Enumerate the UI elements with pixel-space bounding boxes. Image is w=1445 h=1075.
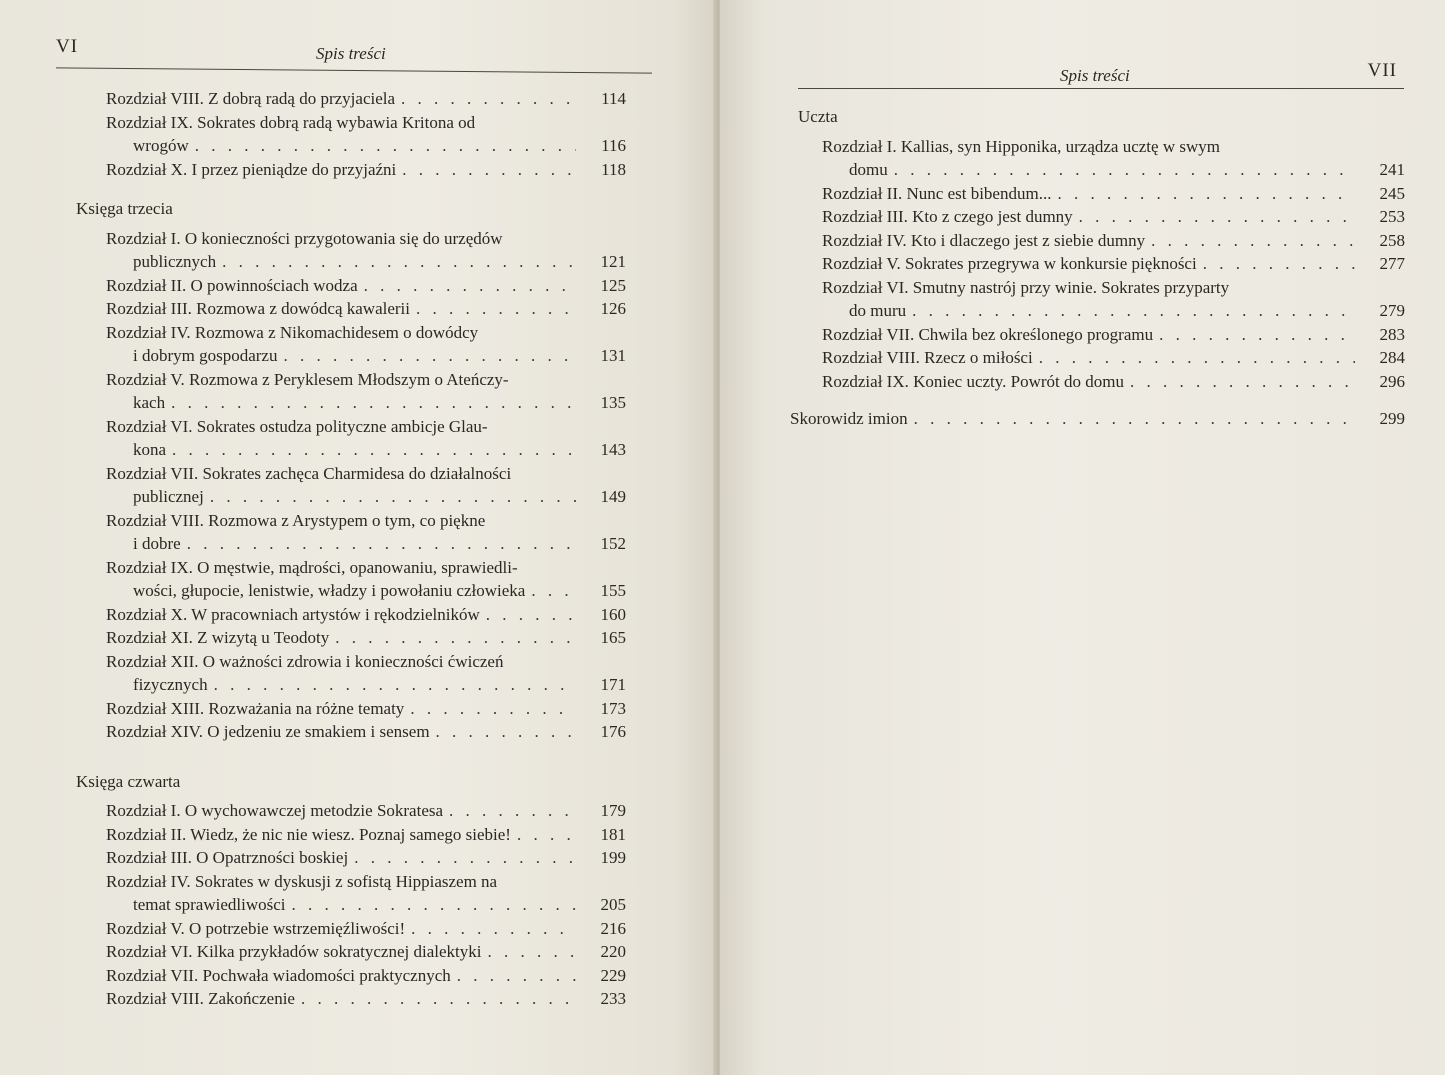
- leader-dots: [487, 940, 576, 964]
- entry-title: [106, 650, 576, 674]
- entry-text: Rozdział VII. Pochwała wiadomości praktycznych: [106, 965, 451, 985]
- entry-title: [106, 274, 576, 298]
- toc-entry: [40, 274, 626, 298]
- page-number: VI: [56, 36, 79, 57]
- leader-dots: [914, 407, 1355, 431]
- entry-title: [106, 462, 576, 486]
- entry-title: [106, 509, 576, 533]
- entry-text: Rozdział VI. Kilka przykładów sokratycznej dialektyki: [106, 942, 482, 961]
- toc-entry: [40, 297, 626, 321]
- entry-text: Rozdział VIII. Z dobrą radą do przyjaciela: [106, 89, 396, 108]
- toc-entry: [40, 940, 626, 964]
- entry-title: [106, 720, 576, 744]
- entry-title: [106, 917, 576, 941]
- entry-title: [106, 321, 576, 345]
- entry-title-continued: [106, 893, 576, 917]
- toc-entry: [40, 509, 626, 556]
- entry-text: Rozdział VIII. Rzecz o miłości: [822, 348, 1033, 367]
- toc-entry: [790, 229, 1405, 253]
- section-title: Uczta: [798, 107, 838, 126]
- leader-dots: [401, 87, 576, 111]
- entry-text: Rozdział IX. Koniec uczty. Powrót do domu: [822, 371, 1124, 391]
- leader-dots: [1039, 346, 1355, 370]
- leader-dots: [410, 697, 576, 721]
- toc-entry: [40, 650, 626, 697]
- entry-text: wrogów: [133, 136, 189, 155]
- toc-entry: [790, 182, 1405, 206]
- toc-entry: [40, 556, 626, 603]
- entry-page-number: 283: [1379, 324, 1405, 344]
- entry-text: Rozdział X. I przez pieniądze do przyjaźni: [106, 159, 397, 179]
- entry-text: i dobre: [133, 534, 181, 553]
- leader-dots: [1079, 205, 1355, 229]
- entry-page-number: 173: [600, 698, 626, 718]
- entry-page-number: 165: [600, 628, 626, 647]
- entry-text: Rozdział IX. Sokrates dobrą radą wybawia Kritona od: [106, 112, 476, 132]
- leader-dots: [1057, 182, 1355, 206]
- entry-text: kach: [133, 393, 166, 412]
- entry-title-continued: [106, 485, 576, 509]
- entry-page-number: 258: [1379, 230, 1405, 250]
- leader-dots: [210, 485, 576, 509]
- entry-title: [106, 626, 576, 650]
- toc-entry: [40, 321, 626, 368]
- running-title: Spis treści: [316, 44, 386, 63]
- toc-entry: [790, 346, 1405, 370]
- entry-page-number: 171: [600, 675, 626, 694]
- leader-dots: [301, 987, 576, 1011]
- page-number: VII: [1367, 60, 1397, 81]
- toc-entry: [790, 252, 1405, 276]
- entry-text: domu: [849, 160, 888, 179]
- leader-dots: [354, 846, 576, 870]
- entry-page-number: 229: [600, 965, 626, 985]
- entry-text: Rozdział VIII. Zakończenie: [106, 989, 295, 1008]
- entry-text: Rozdział V. Sokrates przegrywa w konkursie piękności: [822, 254, 1197, 273]
- leader-dots: [411, 917, 576, 941]
- toc-entry: [40, 846, 626, 870]
- leader-dots: [894, 158, 1355, 182]
- entry-text: temat sprawiedliwości: [133, 895, 286, 914]
- leader-dots: [449, 799, 576, 823]
- entry-title: [106, 823, 576, 847]
- entry-title: [106, 556, 576, 580]
- entry-text: Rozdział VIII. Rozmowa z Arystypem o tym, co piękne: [106, 510, 486, 530]
- entry-title-continued: [106, 250, 576, 274]
- toc-section-uczta: [790, 135, 1405, 394]
- toc-section-continued: [40, 87, 626, 181]
- toc-entry: [40, 111, 626, 158]
- entry-page-number: 199: [600, 848, 626, 867]
- entry-page-number: 277: [1379, 254, 1405, 273]
- entry-text: publicznej: [133, 487, 204, 506]
- entry-text: Skorowidz imion: [790, 409, 908, 428]
- toc-entry: [790, 276, 1405, 323]
- toc-entry: [790, 205, 1405, 229]
- leader-dots: [457, 964, 576, 988]
- entry-page-number: 245: [1379, 183, 1405, 203]
- entry-title: [106, 799, 576, 823]
- running-title: Spis treści: [1060, 66, 1130, 85]
- entry-page-number: 241: [1379, 160, 1405, 179]
- leader-dots: [214, 673, 576, 697]
- entry-page-number: 126: [600, 299, 626, 318]
- entry-text: Rozdział II. O powinnościach wodza: [106, 275, 358, 295]
- entry-title: [822, 229, 1355, 253]
- toc-list: [790, 105, 1405, 431]
- entry-text: Rozdział III. Kto z czego jest dumny: [822, 207, 1073, 226]
- page-header: [790, 60, 1405, 100]
- entry-text: Rozdział I. Kallias, syn Hipponika, urządza ucztę w swym: [822, 136, 1220, 156]
- entry-title: [106, 940, 576, 964]
- entry-page-number: 299: [1379, 409, 1405, 428]
- entry-title: [790, 407, 1355, 431]
- toc-entry: [40, 720, 626, 744]
- entry-title-continued: [106, 391, 576, 415]
- entry-title: [822, 346, 1355, 370]
- entry-text: Rozdział V. Rozmowa z Peryklesem Młodszym o Ateńczy-: [106, 369, 509, 389]
- entry-title: [822, 135, 1355, 159]
- entry-page-number: 284: [1379, 348, 1405, 367]
- toc-entry: [40, 368, 626, 415]
- leader-dots: [335, 626, 576, 650]
- entry-text: Rozdział X. W pracowniach artystów i rękodzielników: [106, 604, 480, 624]
- entry-text: Rozdział IV. Rozmowa z Nikomachidesem o dowódcy: [106, 322, 479, 342]
- entry-text: Rozdział IV. Sokrates w dyskusji z sofistą Hippiaszem na: [106, 871, 498, 891]
- entry-title: [106, 415, 576, 439]
- entry-text: Rozdział VII. Chwila bez określonego programu: [822, 324, 1154, 344]
- entry-page-number: 152: [600, 534, 626, 553]
- entry-text: i dobrym gospodarzu: [133, 346, 278, 365]
- leader-dots: [222, 250, 576, 274]
- toc-section-book4: [40, 799, 626, 1011]
- entry-page-number: 296: [1379, 371, 1405, 391]
- entry-text: Rozdział IV. Kto i dlaczego jest z siebie dumny: [822, 230, 1146, 250]
- leader-dots: [195, 134, 576, 158]
- leader-dots: [364, 274, 576, 298]
- toc-entry: [40, 799, 626, 823]
- entry-title-continued: [106, 673, 576, 697]
- entry-text: Rozdział V. O potrzebie wstrzemięźliwości!: [106, 918, 406, 938]
- entry-title: [822, 252, 1355, 276]
- leader-dots: [1130, 370, 1355, 394]
- leader-dots: [1203, 252, 1355, 276]
- leader-dots: [292, 893, 577, 917]
- section-title: Księga trzecia: [76, 199, 173, 218]
- entry-title-continued: [106, 579, 576, 603]
- entry-title-continued: [822, 299, 1355, 323]
- entry-page-number: 160: [600, 604, 626, 624]
- toc-entry: [40, 697, 626, 721]
- entry-title: [822, 276, 1355, 300]
- entry-page-number: 176: [600, 722, 626, 741]
- entry-page-number: 220: [600, 942, 626, 961]
- entry-title-continued: [106, 532, 576, 556]
- toc-entry: [40, 415, 626, 462]
- entry-text: Rozdział XIV. O jedzeniu ze smakiem i sensem: [106, 722, 430, 741]
- entry-text: kona: [133, 440, 167, 459]
- toc-entry: [40, 462, 626, 509]
- toc-entry: [40, 626, 626, 650]
- entry-page-number: 149: [600, 487, 626, 506]
- entry-page-number: 125: [600, 275, 626, 295]
- toc-entry: [40, 964, 626, 988]
- entry-text: do muru: [849, 301, 907, 320]
- entry-text: Rozdział III. Rozmowa z dowódcą kawalerii: [106, 299, 410, 318]
- entry-title-continued: [106, 438, 576, 462]
- entry-page-number: 253: [1379, 207, 1405, 226]
- entry-text: Rozdział III. O Opatrzności boskiej: [106, 848, 349, 867]
- entry-text: Rozdział IX. O męstwie, mądrości, opanowaniu, sprawiedli-: [106, 557, 518, 577]
- leader-dots: [283, 344, 576, 368]
- entry-page-number: 116: [601, 136, 626, 155]
- entry-title: [106, 603, 576, 627]
- toc-entry: [40, 870, 626, 917]
- toc-section-index: [790, 407, 1405, 431]
- leader-dots: [531, 579, 576, 603]
- left-page: [0, 0, 716, 1075]
- entry-title: [106, 987, 576, 1011]
- leader-dots: [172, 438, 576, 462]
- entry-text: Rozdział XIII. Rozważania na różne tematy: [106, 698, 405, 718]
- leader-dots: [171, 391, 576, 415]
- toc-entry-index: [790, 407, 1405, 431]
- entry-page-number: 233: [600, 989, 626, 1008]
- entry-page-number: 118: [601, 159, 626, 179]
- right-page: [720, 0, 1445, 1075]
- entry-title-continued: [106, 344, 576, 368]
- entry-title: [106, 846, 576, 870]
- toc-entry: [40, 227, 626, 274]
- entry-text: Rozdział VII. Sokrates zachęca Charmidesa do działalności: [106, 463, 512, 483]
- entry-text: Rozdział I. O konieczności przygotowania się do urzędów: [106, 228, 503, 248]
- entry-page-number: 181: [600, 824, 626, 844]
- toc-entry: [790, 370, 1405, 394]
- leader-dots: [416, 297, 576, 321]
- toc-entry: [40, 987, 626, 1011]
- entry-title: [106, 227, 576, 251]
- entry-title: [106, 158, 576, 182]
- entry-page-number: 135: [600, 393, 626, 412]
- toc-entry: [790, 135, 1405, 182]
- leader-dots: [912, 299, 1355, 323]
- entry-title: [106, 297, 576, 321]
- toc-list: [40, 87, 626, 1011]
- entry-text: Rozdział II. Nunc est bibendum...: [822, 183, 1052, 203]
- leader-dots: [517, 823, 576, 847]
- entry-text: Rozdział VI. Smutny nastrój przy winie. Sokrates przyparty: [822, 277, 1230, 297]
- entry-text: publicznych: [133, 252, 217, 271]
- entry-title: [106, 111, 576, 135]
- leader-dots: [436, 720, 576, 744]
- entry-text: Rozdział XI. Z wizytą u Teodoty: [106, 628, 330, 647]
- toc-entry: [40, 917, 626, 941]
- toc-entry: [40, 603, 626, 627]
- entry-title: [106, 964, 576, 988]
- entry-page-number: 143: [600, 440, 626, 459]
- entry-title-continued: [822, 158, 1355, 182]
- entry-page-number: 179: [600, 801, 626, 820]
- toc-entry: [40, 823, 626, 847]
- entry-title: [106, 87, 576, 111]
- entry-title: [106, 368, 576, 392]
- leader-dots: [402, 158, 576, 182]
- entry-title-continued: [106, 134, 576, 158]
- entry-text: Rozdział VI. Sokrates ostudza polityczne ambicje Glau-: [106, 416, 488, 436]
- entry-page-number: 216: [600, 918, 626, 938]
- entry-title: [822, 182, 1355, 206]
- entry-page-number: 131: [600, 346, 626, 365]
- entry-text: fizycznych: [133, 675, 208, 694]
- toc-section-book3: [40, 227, 626, 744]
- entry-page-number: 155: [600, 581, 626, 600]
- leader-dots: [486, 603, 576, 627]
- section-title: Księga czwarta: [76, 771, 181, 791]
- toc-entry: [40, 158, 626, 182]
- leader-dots: [1151, 229, 1355, 253]
- entry-text: Rozdział I. O wychowawczej metodzie Sokratesa: [106, 801, 444, 820]
- entry-page-number: 205: [600, 895, 626, 914]
- entry-title: [106, 697, 576, 721]
- entry-page-number: 114: [601, 89, 626, 108]
- leader-dots: [187, 532, 576, 556]
- entry-page-number: 279: [1379, 301, 1405, 320]
- entry-text: Rozdział II. Wiedz, że nic nie wiesz. Poznaj samego siebie!: [106, 824, 511, 844]
- toc-entry: [40, 87, 626, 111]
- entry-text: wości, głupocie, lenistwie, władzy i powołaniu człowieka: [133, 581, 526, 600]
- entry-title: [822, 205, 1355, 229]
- leader-dots: [1159, 323, 1355, 347]
- entry-page-number: 121: [600, 252, 626, 271]
- entry-text: Rozdział XII. O ważności zdrowia i konieczności ćwiczeń: [106, 651, 504, 671]
- entry-title: [822, 323, 1355, 347]
- entry-title: [822, 370, 1355, 394]
- entry-title: [106, 870, 576, 894]
- toc-entry: [790, 323, 1405, 347]
